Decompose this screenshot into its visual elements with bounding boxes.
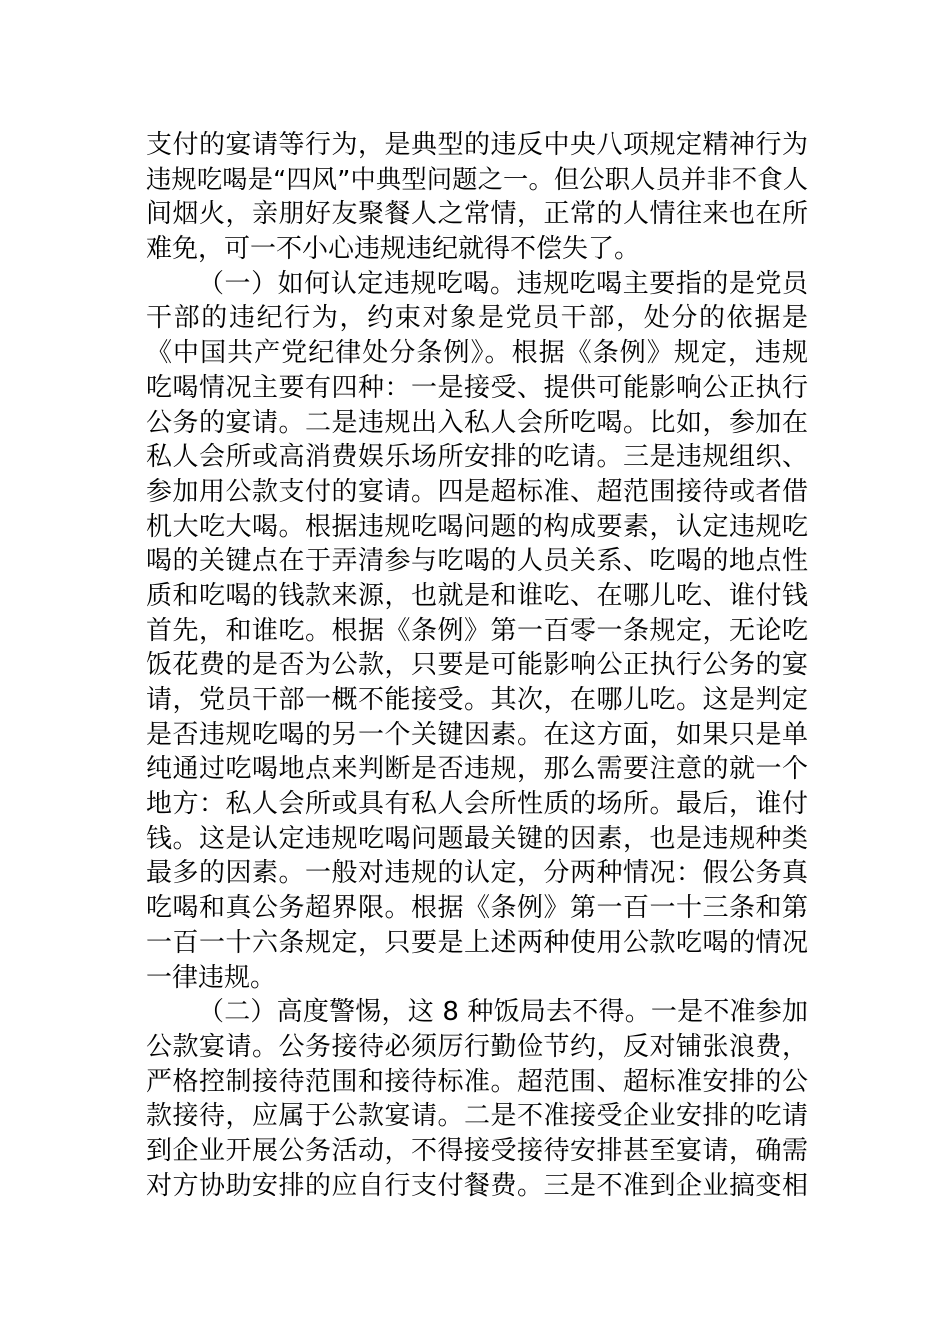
- text-line: 公款宴请。公务接待必须厉行勤俭节约，反对铺张浪费，: [146, 1031, 808, 1062]
- text-line: 一百一十六条规定，只要是上述两种使用公款吃喝的情况: [146, 927, 808, 958]
- paragraph-end-line: 一律违规。: [146, 962, 277, 993]
- text-line: 钱。这是认定违规吃喝问题最关键的因素，也是违规种类: [146, 823, 808, 854]
- text-line: 吃喝和真公务超界限。根据《条例》第一百一十三条和第: [146, 893, 808, 924]
- text-line: 吃喝情况主要有四种：一是接受、提供可能影响公正执行: [146, 372, 808, 403]
- paragraph-end-line: 难免，可一不小心违规违纪就得不偿失了。: [146, 234, 641, 265]
- text-line: 机大吃大喝。根据违规吃喝问题的构成要素，认定违规吃: [146, 511, 808, 542]
- text-line: 到企业开展公务活动，不得接受接待安排甚至宴请，确需: [146, 1135, 808, 1166]
- text-line: 支付的宴请等行为，是典型的违反中央八项规定精神行为: [146, 130, 808, 160]
- text-line: 最多的因素。一般对违规的认定，分两种情况：假公务真: [146, 858, 808, 889]
- text-line: 是否违规吃喝的另一个关键因素。在这方面，如果只是单: [146, 719, 808, 750]
- text-line: 间烟火，亲朋好友聚餐人之常情，正常的人情往来也在所: [146, 199, 808, 230]
- text-line: 请，党员干部一概不能接受。其次，在哪儿吃。这是判定: [146, 685, 808, 715]
- text-line: 参加用公款支付的宴请。四是超标准、超范围接待或者借: [146, 476, 808, 507]
- text-line: 私人会所或高消费娱乐场所安排的吃请。三是违规组织、: [146, 442, 808, 473]
- document-body: [146, 128, 808, 1203]
- text-line: 首先，和谁吃。根据《条例》第一百零一条规定，无论吃: [146, 615, 808, 646]
- section-heading-line: （二）高度警惕，这 8 种饭局去不得。一是不准参加: [198, 997, 808, 1028]
- text-line: 地方：私人会所或具有私人会所性质的场所。最后，谁付: [146, 789, 808, 820]
- text-line: 对方协助安排的应自行支付餐费。三是不准到企业搞变相: [146, 1170, 808, 1201]
- text-line: 纯通过吃喝地点来判断是否违规，那么需要注意的就一个: [146, 754, 808, 785]
- text-line: 公务的宴请。二是违规出入私人会所吃喝。比如，参加在: [146, 407, 808, 438]
- text-line: 违规吃喝是“四风”中典型问题之一。但公职人员并非不食人: [146, 164, 808, 194]
- text-line: 饭花费的是否为公款，只要是可能影响公正执行公务的宴: [146, 650, 808, 681]
- text-line: 喝的关键点在于弄清参与吃喝的人员关系、吃喝的地点性: [146, 546, 808, 577]
- text-line: 干部的违纪行为，约束对象是党员干部，处分的依据是: [146, 303, 808, 334]
- text-line: 严格控制接待范围和接待标准。超范围、超标准安排的公: [146, 1066, 808, 1097]
- text-line: 款接待，应属于公款宴请。二是不准接受企业安排的吃请: [146, 1101, 808, 1132]
- section-heading-line: （一）如何认定违规吃喝。违规吃喝主要指的是党员: [198, 268, 808, 299]
- text-line: 《中国共产党纪律处分条例》。根据《条例》规定，违规: [146, 338, 808, 369]
- text-line: 质和吃喝的钱款来源，也就是和谁吃、在哪儿吃、谁付钱: [146, 580, 808, 611]
